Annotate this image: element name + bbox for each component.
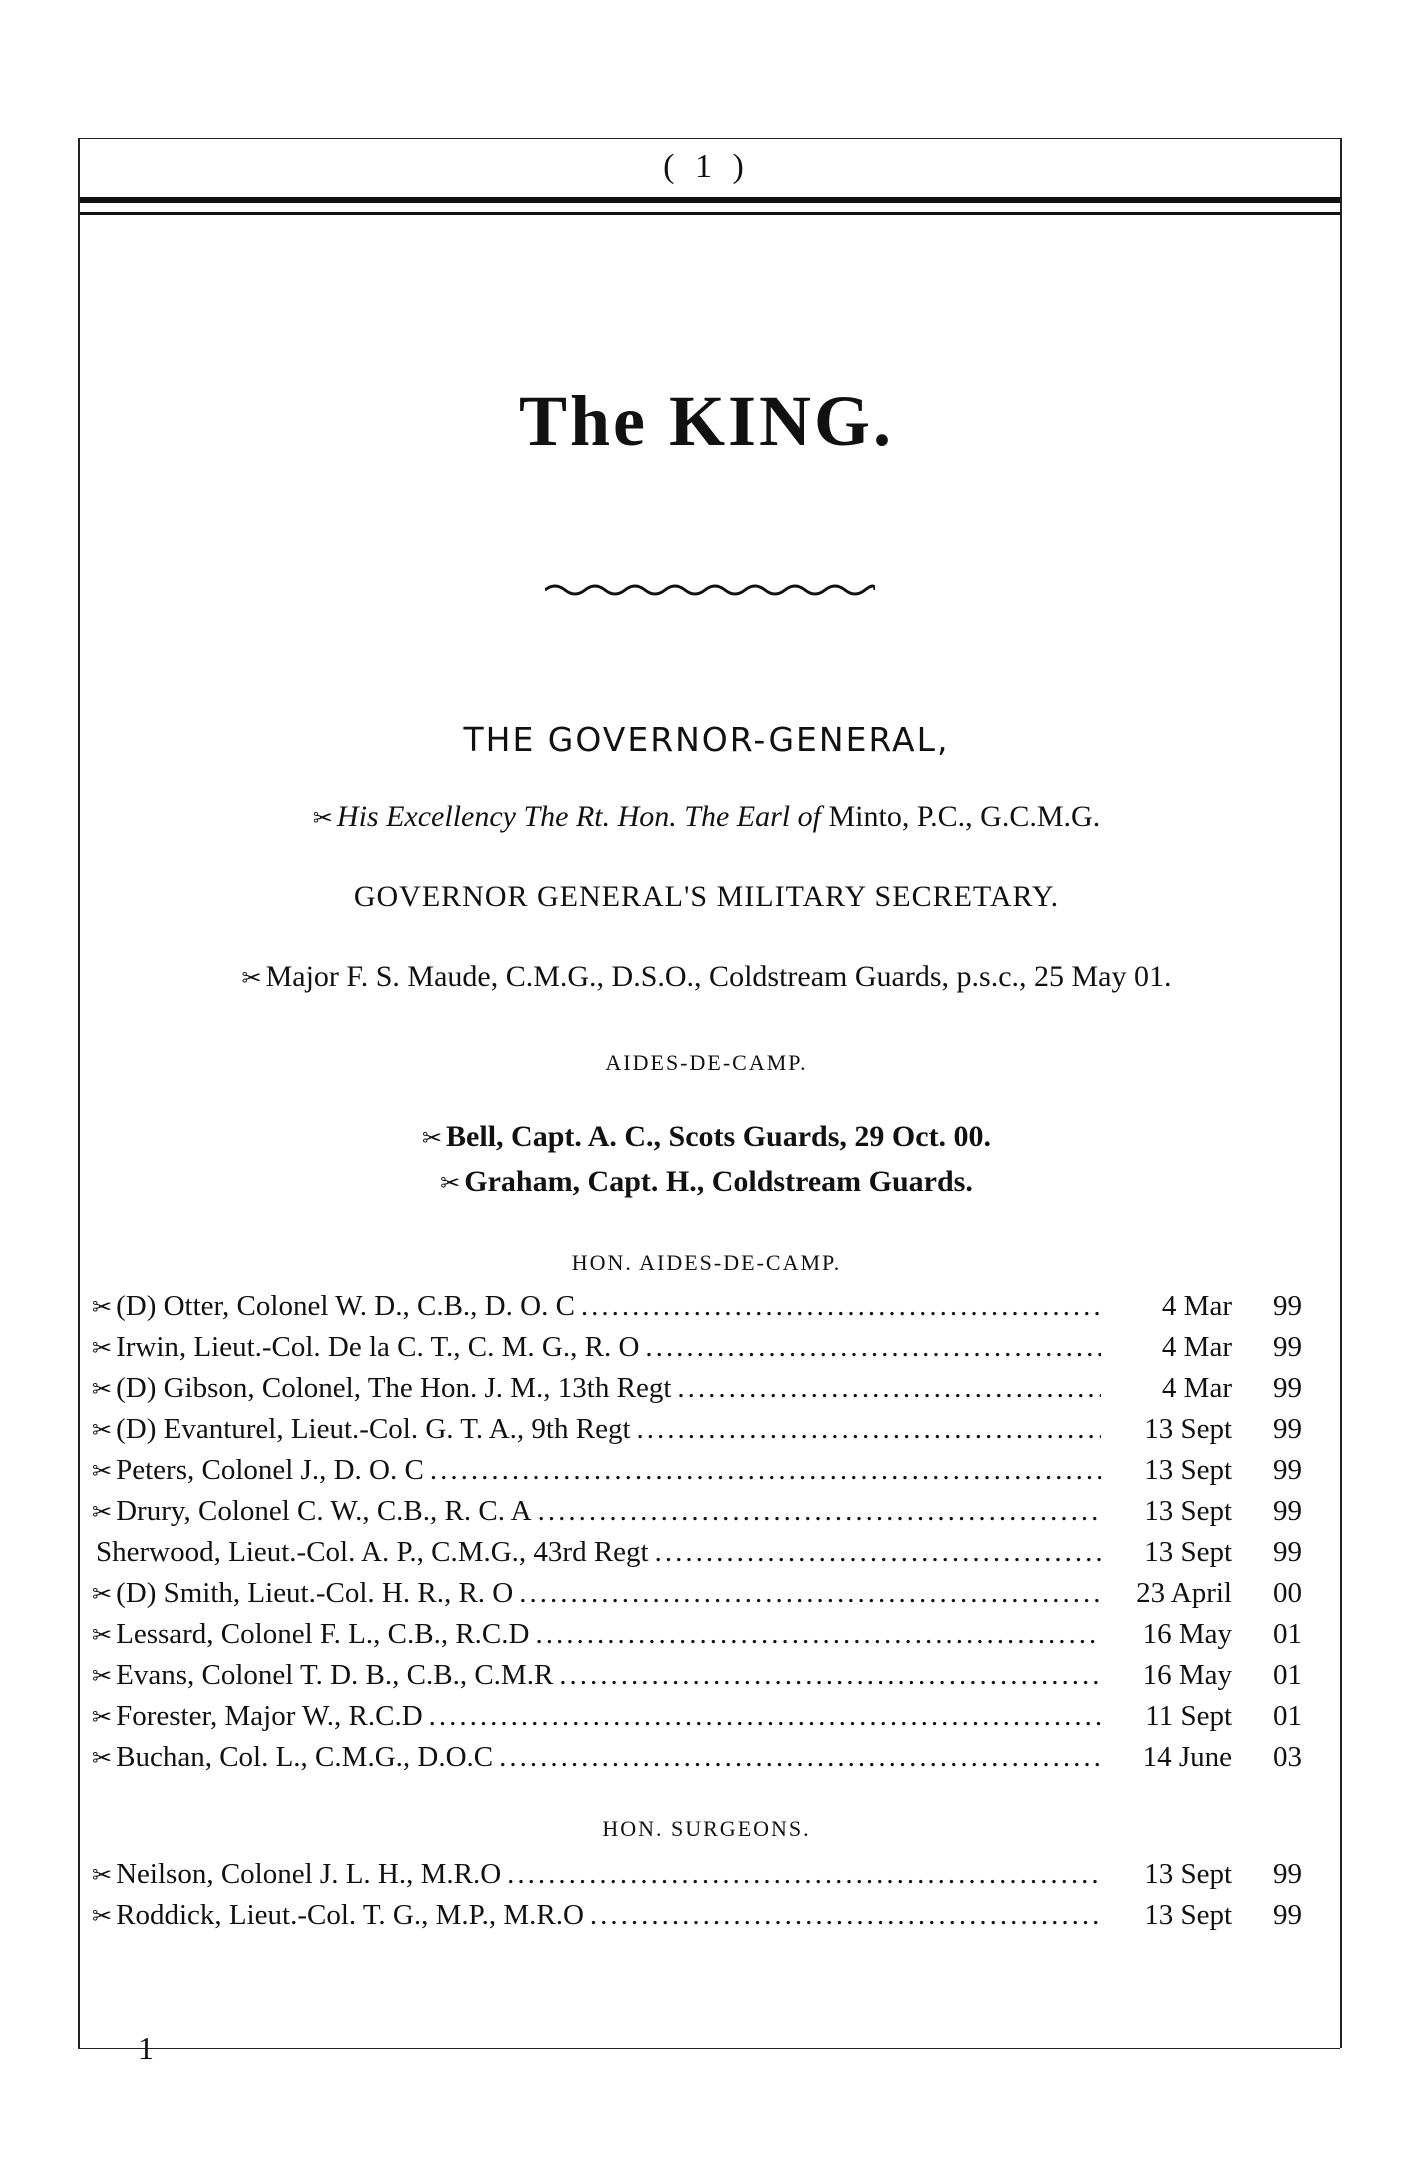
leader-dots	[535, 1618, 1101, 1651]
entry-year: 99	[1273, 1495, 1302, 1527]
header-rule-thin	[80, 212, 1340, 215]
leader-dots	[655, 1536, 1101, 1569]
scissors-icon: ✂	[92, 1416, 113, 1444]
entry-name: (D) Evanturel, Lieut.-Col. G. T. A., 9th Regt	[116, 1413, 631, 1445]
entry-name: Peters, Colonel J., D. O. C	[116, 1454, 424, 1486]
entry-name: Drury, Colonel C. W., C.B., R. C. A	[116, 1495, 532, 1527]
scissors-icon: ✂	[440, 1169, 461, 1197]
entry-date: 11 Sept	[1145, 1700, 1232, 1732]
list-item	[92, 1495, 1302, 1536]
entry-date: 4 Mar	[1161, 1331, 1232, 1363]
list-item	[92, 1659, 1302, 1700]
entry-name: (D) Gibson, Colonel, The Hon. J. M., 13th Regt	[116, 1372, 672, 1404]
scissors-icon: ✂	[92, 1375, 113, 1403]
scissors-icon: ✂	[92, 1744, 113, 1772]
entry-year: 99	[1273, 1413, 1302, 1445]
scissors-icon: ✂	[92, 1902, 113, 1930]
entry-name: Roddick, Lieut.-Col. T. G., M.P., M.R.O	[116, 1899, 584, 1931]
leader-dots	[430, 1454, 1101, 1487]
scissors-icon: ✂	[312, 804, 333, 832]
leader-dots	[645, 1331, 1101, 1364]
entry-year: 99	[1273, 1858, 1302, 1890]
entry-date: 16 May	[1142, 1659, 1232, 1691]
aide-text: Graham, Capt. H., Coldstream Guards.	[464, 1165, 973, 1198]
entry-name: Evans, Colonel T. D. B., C.B., C.M.R	[116, 1659, 554, 1691]
leader-dots	[429, 1700, 1101, 1733]
header-rule-thick	[80, 197, 1340, 203]
bottom-border	[78, 2048, 1340, 2049]
entry-year: 01	[1273, 1700, 1302, 1732]
excellency-prefix: His Excellency The Rt. Hon. The Earl of	[336, 800, 821, 833]
list-item	[92, 1618, 1302, 1659]
entry-name: (D) Smith, Lieut.-Col. H. R., R. O	[116, 1577, 514, 1609]
signature-mark: 1	[138, 2030, 154, 2066]
entry-name: (D) Otter, Colonel W. D., C.B., D. O. C	[116, 1290, 575, 1322]
hon-surgeons-list	[92, 1858, 1302, 1940]
list-item	[92, 1372, 1302, 1413]
wavy-ornament	[545, 580, 875, 600]
entry-date: 13 Sept	[1144, 1413, 1232, 1445]
list-item	[92, 1858, 1302, 1899]
leader-dots	[519, 1577, 1101, 1610]
leader-dots	[581, 1290, 1101, 1323]
entry-date: 14 June	[1142, 1741, 1232, 1773]
military-secretary-entry	[0, 960, 1413, 994]
scissors-icon: ✂	[92, 1580, 113, 1608]
leader-dots	[637, 1413, 1101, 1446]
list-item	[92, 1741, 1302, 1782]
scissors-icon: ✂	[92, 1334, 113, 1362]
leader-dots	[499, 1741, 1101, 1774]
entry-date: 13 Sept	[1144, 1899, 1232, 1931]
scissors-icon: ✂	[421, 1124, 443, 1152]
list-item	[92, 1899, 1302, 1940]
entry-date: 16 May	[1142, 1618, 1232, 1650]
leader-dots	[538, 1495, 1101, 1528]
excellency-name: Minto, P.C., G.C.M.G.	[828, 800, 1101, 833]
scissors-icon: ✂	[92, 1861, 113, 1889]
aide-text: Bell, Capt. A. C., Scots Guards, 29 Oct. 00.	[446, 1120, 992, 1153]
entry-name: Sherwood, Lieut.-Col. A. P., C.M.G., 43rd Regt	[96, 1536, 649, 1568]
entry-date: 13 Sept	[1144, 1495, 1232, 1527]
entry-date: 13 Sept	[1144, 1536, 1232, 1568]
hon-surgeons-heading: HON. SURGEONS.	[602, 1816, 811, 1841]
entry-name: Forester, Major W., R.C.D	[116, 1700, 423, 1732]
entry-date: 23 April	[1136, 1577, 1232, 1609]
list-item	[92, 1454, 1302, 1495]
list-item	[92, 1413, 1302, 1454]
entry-year: 99	[1273, 1372, 1302, 1404]
military-secretary-heading: GOVERNOR GENERAL'S MILITARY SECRETARY.	[353, 880, 1060, 913]
entry-date: 13 Sept	[1144, 1858, 1232, 1890]
governor-general-heading: THE GOVERNOR-GENERAL,	[463, 720, 950, 759]
scissors-icon: ✂	[92, 1457, 113, 1485]
leader-dots	[590, 1899, 1101, 1932]
list-item	[92, 1290, 1302, 1331]
scissors-icon: ✂	[241, 964, 262, 992]
hon-aides-list	[92, 1290, 1302, 1782]
entry-year: 03	[1273, 1741, 1302, 1773]
scissors-icon: ✂	[92, 1498, 113, 1526]
scissors-icon: ✂	[92, 1621, 113, 1649]
maude-text: Major F. S. Maude, C.M.G., D.S.O., Coldstream Guards, p.s.c., 25 May 01.	[265, 960, 1172, 993]
entry-name: Buchan, Col. L., C.M.G., D.O.C	[116, 1741, 494, 1773]
entry-date: 4 Mar	[1161, 1372, 1232, 1404]
aides-heading: AIDES-DE-CAMP.	[605, 1050, 808, 1075]
scissors-icon: ✂	[92, 1703, 113, 1731]
entry-year: 99	[1273, 1536, 1302, 1568]
leader-dots	[677, 1372, 1101, 1405]
entry-year: 99	[1273, 1331, 1302, 1363]
leader-dots	[559, 1659, 1101, 1692]
list-item	[92, 1331, 1302, 1372]
aide-entry	[0, 1165, 1413, 1199]
aide-entry	[0, 1120, 1413, 1154]
entry-date: 13 Sept	[1144, 1454, 1232, 1486]
governor-general-entry	[0, 800, 1413, 834]
list-item	[92, 1700, 1302, 1741]
page-number: ( 1 )	[663, 148, 750, 185]
hon-aides-heading: HON. AIDES-DE-CAMP.	[571, 1250, 842, 1275]
entry-year: 99	[1273, 1899, 1302, 1931]
entry-name: Lessard, Colonel F. L., C.B., R.C.D	[116, 1618, 530, 1650]
list-item	[92, 1536, 1302, 1577]
leader-dots	[507, 1858, 1101, 1891]
scissors-icon: ✂	[92, 1293, 113, 1321]
entry-name: Irwin, Lieut.-Col. De la C. T., C. M. G., R. O	[116, 1331, 640, 1363]
entry-date: 4 Mar	[1161, 1290, 1232, 1322]
list-item	[92, 1577, 1302, 1618]
entry-name: Neilson, Colonel J. L. H., M.R.O	[116, 1858, 502, 1890]
entry-year: 99	[1273, 1290, 1302, 1322]
page-title: The KING.	[518, 381, 895, 461]
entry-year: 99	[1273, 1454, 1302, 1486]
entry-year: 01	[1273, 1659, 1302, 1691]
scissors-icon: ✂	[92, 1662, 113, 1690]
entry-year: 01	[1273, 1618, 1302, 1650]
entry-year: 00	[1273, 1577, 1302, 1609]
